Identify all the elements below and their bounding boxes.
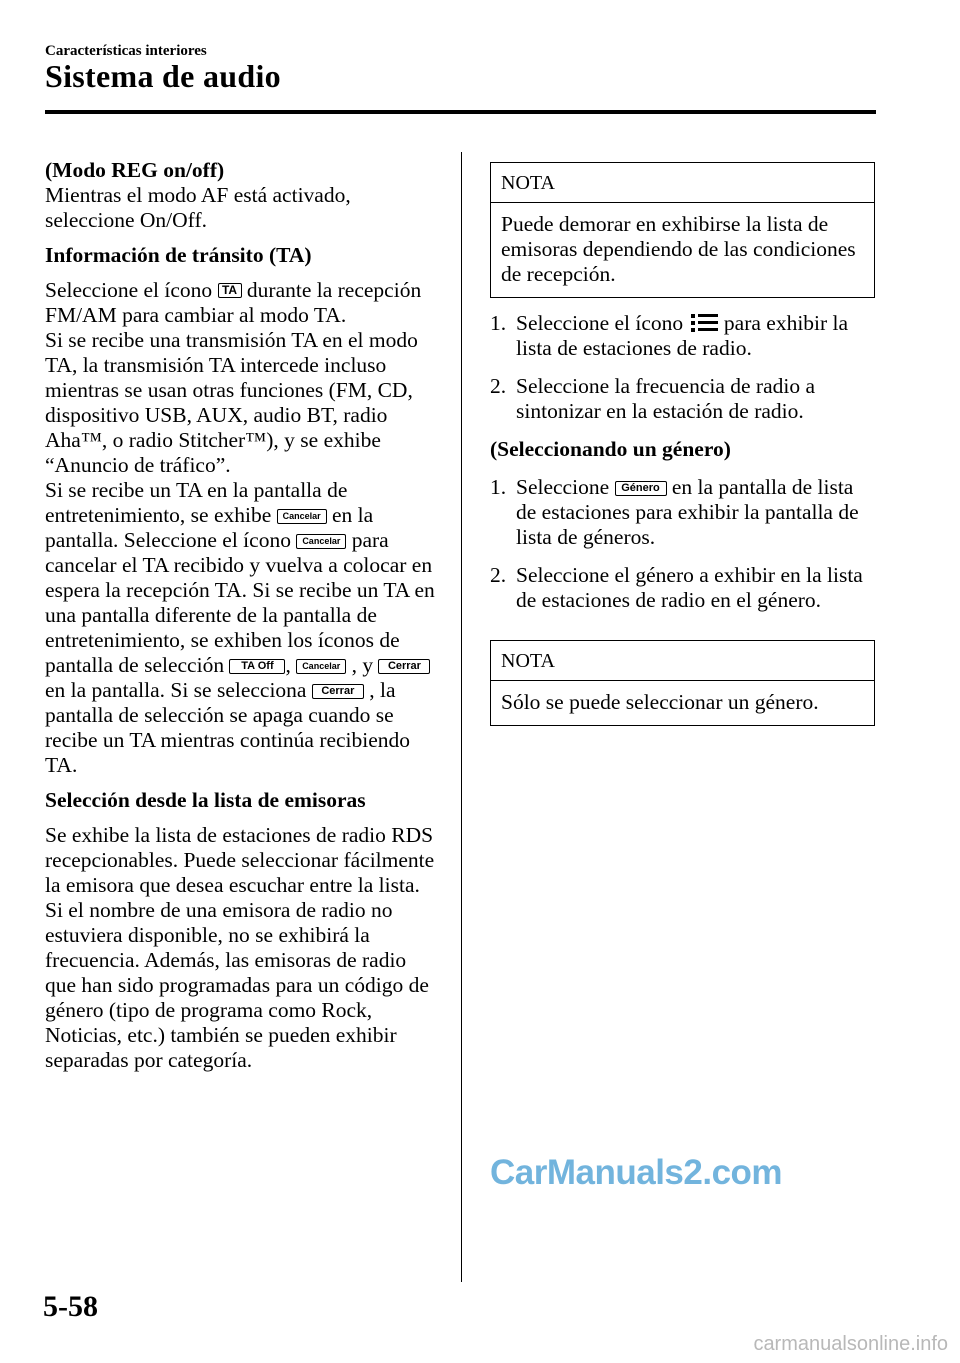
ta-heading: Información de tránsito (TA) [45, 243, 312, 267]
ta-p3-text-b: en la pantalla. Seleccione el ícono [45, 503, 374, 552]
note-box [490, 640, 875, 726]
ta-paragraph-2: Si se recibe una transmisión TA en el modo TA, la transmisión TA intercede incluso mientras se usan otras funciones (FM, CD, dispositivo USB, AUX, audio BT, radio Aha™, o radio Stitcher™), y se exhibe “Anuncio de tráfico”. [45, 328, 418, 477]
step-text: Seleccione la frecuencia de radio a sintonizar en la estación de radio. [516, 374, 816, 423]
step-text [516, 475, 876, 550]
cancel-icon: Cancelar [296, 659, 346, 674]
g1-text-b: en la pantalla de lista de estaciones para exhibir la pantalla de lista de géneros. [516, 475, 859, 549]
step-text [516, 311, 876, 361]
ta-p3-text-f: en la pantalla. Si se selecciona [45, 678, 307, 702]
list-icon [689, 312, 719, 334]
step-number: 2. [490, 563, 507, 587]
step-number: 2. [490, 374, 507, 398]
list-item [490, 475, 876, 550]
cancel-icon: Cancelar [277, 509, 327, 524]
list-item [490, 311, 876, 361]
ta-p1-text-b: durante la recepción FM/AM para cambiar al modo TA. [45, 278, 422, 327]
ta-p1-text-a: Seleccione el ícono [45, 278, 213, 302]
reg-mode-text: Mientras el modo AF está activado, seleccione On/Off. [45, 183, 351, 232]
ta-paragraph-1 [45, 278, 435, 328]
column-divider [461, 152, 462, 1282]
station-list-heading: Selección desde la lista de emisoras [45, 788, 366, 812]
note-heading: NOTA [491, 163, 874, 203]
station-list-text: Se exhibe la lista de estaciones de radio RDS recepcionables. Puede seleccionar fácilmente la emisora que desea escuchar entre la lista. Si el nombre de una emisora de radio no estuviera disponible, no se exhibirá la frecuencia. Además, las emisoras de radio que han sido programadas para un código de género (tipo de programa como Rock, Noticias, etc.) también se pueden exhibir separadas por categoría. [45, 823, 435, 1072]
note-body: Puede demorar en exhibirse la lista de emisoras dependiendo de las condiciones de recepción. [501, 212, 856, 286]
list-item [490, 563, 876, 613]
genre-heading: (Seleccionando un género) [490, 437, 731, 461]
list-item [490, 374, 876, 424]
ta-p3-text-c: para cancelar el TA recibido y vuelva a colocar en espera la recepción TA. Si se recibe un TA en una pantalla diferente de la pantalla de entretenimiento, se exhiben los íconos de pantalla de selección [45, 528, 435, 677]
step1-text-a: Seleccione el ícono [516, 311, 684, 335]
site-watermark: carmanualsonline.info [753, 1333, 948, 1355]
step-number: 1. [490, 311, 507, 335]
note-body: Sólo se puede seleccionar un género. [501, 690, 819, 714]
ta-p3-text-d: , [285, 653, 291, 677]
page-number: 5-58 [43, 1290, 98, 1323]
g1-text-a: Seleccione [516, 475, 610, 499]
watermark-logo: CarManuals2.com [490, 1153, 783, 1192]
section-label: Características interiores [45, 43, 207, 59]
close-icon: Cerrar [312, 684, 364, 699]
page-title: Sistema de audio [45, 58, 281, 94]
ta-paragraph-3 [45, 478, 435, 778]
ta-p3-text-e: , y [351, 653, 374, 677]
ta-p3-text-a: Si se recibe un TA en la pantalla de entretenimiento, se exhibe [45, 478, 348, 527]
right-column [490, 162, 876, 726]
genre-icon: Género [615, 481, 667, 496]
cancel-icon: Cancelar [296, 534, 346, 549]
note-heading: NOTA [491, 641, 874, 681]
ta-p3-text-g: , la pantalla de selección se apaga cuando se recibe un TA mientras continúa recibiendo TA. [45, 678, 411, 777]
note-box [490, 162, 875, 298]
reg-mode-heading: (Modo REG on/off) [45, 158, 225, 182]
step1-text-b: para exhibir la lista de estaciones de radio. [516, 311, 849, 360]
ta-icon: TA [218, 283, 242, 298]
step-text: Seleccione el género a exhibir en la lista de estaciones de radio en el género. [516, 563, 863, 612]
left-column [45, 158, 435, 1073]
close-icon: Cerrar [378, 659, 430, 674]
ta-off-icon: TA Off [229, 659, 285, 674]
header-divider [45, 110, 876, 114]
step-number: 1. [490, 475, 507, 499]
